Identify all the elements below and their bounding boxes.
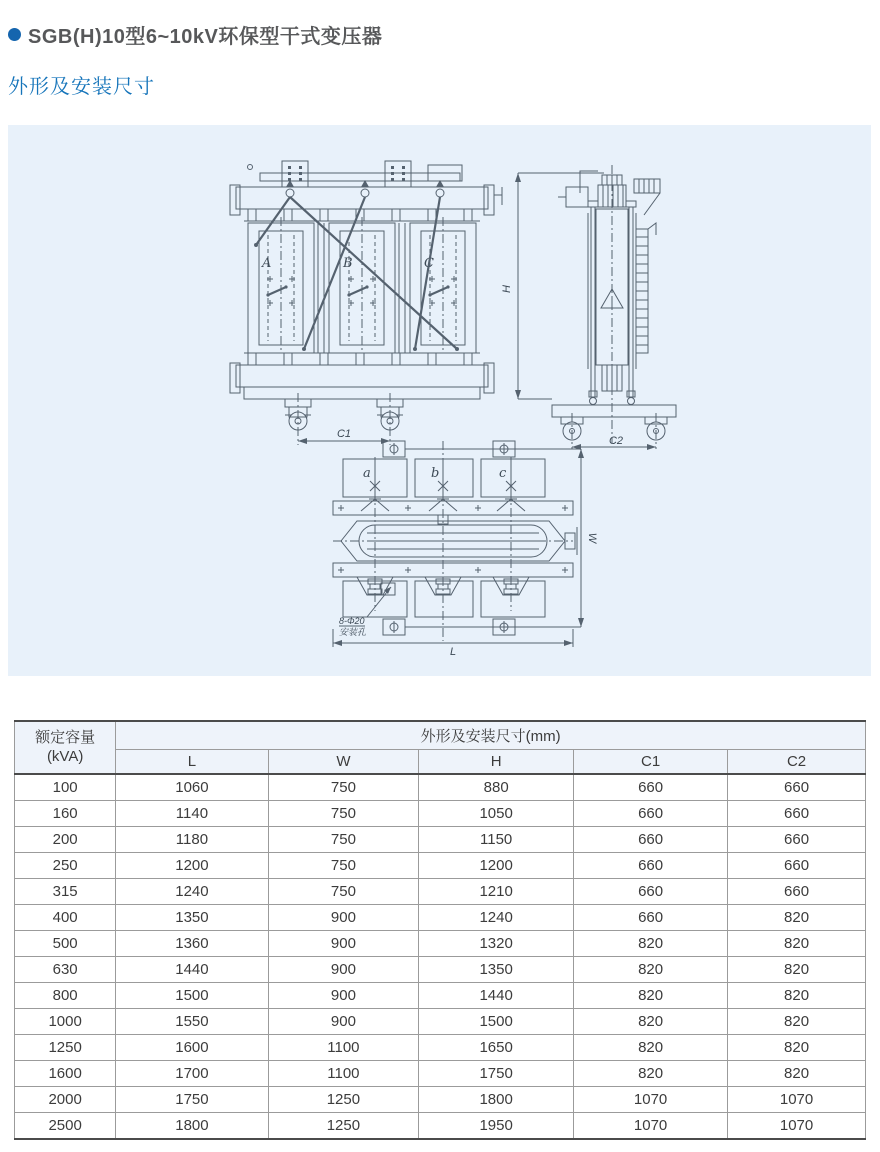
dimension-cell: 1750 [116,1087,268,1113]
table-row [15,1113,866,1140]
table-row [15,879,866,905]
dim-c1-label: C1 [336,428,352,440]
note-line2: 安装孔 [339,627,367,637]
table-header-row-2 [15,750,866,775]
dimension-cell: 820 [574,1035,728,1061]
capacity-cell: 400 [15,905,116,931]
top-phase-c-label: c [499,466,507,481]
dimension-cell: 1070 [728,1087,866,1113]
dimension-cell: 1750 [419,1061,574,1087]
capacity-cell: 1250 [15,1035,116,1061]
dimension-cell: 900 [268,983,419,1009]
dimension-cell: 880 [419,774,574,801]
dimension-cell: 1250 [268,1113,419,1140]
dimension-cell: 1100 [268,1035,419,1061]
drawing-panel [8,125,871,676]
bushing-a [361,457,389,611]
capacity-cell: 160 [15,801,116,827]
dimension-cell: 750 [268,801,419,827]
dimension-cell: 1360 [116,931,268,957]
transformer-drawings [8,125,871,676]
table-row [15,983,866,1009]
dimension-cell: 750 [268,879,419,905]
dimension-cell: 900 [268,957,419,983]
dimension-cell: 820 [728,1061,866,1087]
mounting-tabs [383,441,515,635]
coil-c [410,217,476,353]
dimension-cell: 750 [268,853,419,879]
dimension-cell: 820 [574,1061,728,1087]
dimension-cell: 1150 [419,827,574,853]
dimension-cell: 820 [728,1009,866,1035]
dimension-cell: 1100 [268,1061,419,1087]
dimension-cell: 1800 [419,1087,574,1113]
capacity-cell: 1000 [15,1009,116,1035]
dimension-cell: 660 [574,879,728,905]
table-row [15,931,866,957]
capacity-cell: 2000 [15,1087,116,1113]
dimension-cell: 1070 [574,1087,728,1113]
dimension-cell: 820 [728,957,866,983]
dimension-cell: 820 [728,1035,866,1061]
capacity-header-line2: (kVA) [46,747,84,765]
dimension-cell: 1500 [116,983,268,1009]
dimension-cell: 820 [574,983,728,1009]
dimension-cell: 1200 [419,853,574,879]
table-row [15,774,866,801]
top-phase-a-label: a [363,466,371,481]
dimension-cell: 820 [728,931,866,957]
capacity-cell: 800 [15,983,116,1009]
dimension-cell: 1800 [116,1113,268,1140]
capacity-cell: 500 [15,931,116,957]
dimension-cell: 660 [574,905,728,931]
side-wheel-right [645,413,667,449]
page-title-row [8,20,880,49]
front-wheel-left [285,393,311,445]
dimension-cell: 820 [574,1009,728,1035]
dimension-cell: 1140 [116,801,268,827]
bushing-c [497,457,525,611]
dimension-cell: 1500 [419,1009,574,1035]
dimension-cell: 1550 [116,1009,268,1035]
dimension-cell: 660 [728,774,866,801]
dimension-cell: 1950 [419,1113,574,1140]
dimension-cell: 1240 [419,905,574,931]
dimension-cell: 820 [574,957,728,983]
dimension-cell: 900 [268,1009,419,1035]
dimension-cell: 660 [728,827,866,853]
dimension-cell: 750 [268,774,419,801]
col-header-l: L [116,750,268,775]
dimension-cell: 900 [268,931,419,957]
dimension-cell: 1650 [419,1035,574,1061]
dimension-cell: 1250 [268,1087,419,1113]
front-phase-b-label: B [343,256,353,271]
dim-w-label: W [586,532,598,544]
front-phase-a-label: A [262,256,272,271]
top-phase-b-label: b [431,466,440,481]
front-phase-c-label: C [424,256,434,271]
capacity-cell: 1600 [15,1061,116,1087]
mounting-hole-note [339,583,395,637]
dimension-cell: 1200 [116,853,268,879]
dimension-cell: 1350 [419,957,574,983]
dimension-cell: 1600 [116,1035,268,1061]
table-body [15,774,866,1139]
dimension-cell: 1070 [728,1113,866,1140]
capacity-cell: 2500 [15,1113,116,1140]
dimension-cell: 660 [728,879,866,905]
side-view-drawing [501,165,676,450]
dim-l-label: L [449,646,457,658]
table-row [15,1009,866,1035]
dimension-cell: 820 [574,931,728,957]
capacity-cell: 315 [15,879,116,905]
dimension-cell: 1440 [116,957,268,983]
dimension-cell: 1700 [116,1061,268,1087]
table-header-row-1 [15,721,866,750]
table-row [15,853,866,879]
dimension-cell: 820 [728,983,866,1009]
dimension-cell: 1180 [116,827,268,853]
dimension-cell: 750 [268,827,419,853]
capacity-header [15,721,116,774]
dimension-cell: 1350 [116,905,268,931]
dimension-cell: 1320 [419,931,574,957]
table-row [15,957,866,983]
capacity-header-line1: 额定容量 [35,728,96,746]
dimension-cell: 660 [574,774,728,801]
col-header-c2: C2 [728,750,866,775]
dimensions-table-wrap [14,720,866,1140]
col-header-w: W [268,750,419,775]
dimension-cell: 660 [574,827,728,853]
note-line1: 8-Φ20 [339,616,365,626]
group-header: 外形及安装尺寸(mm) [116,721,866,750]
dimension-cell: 900 [268,905,419,931]
dimension-cell: 1440 [419,983,574,1009]
dimension-cell: 660 [728,853,866,879]
table-row [15,1087,866,1113]
table-row [15,1061,866,1087]
dimension-cell: 660 [728,801,866,827]
capacity-cell: 630 [15,957,116,983]
bullet-icon [8,28,21,41]
capacity-cell: 200 [15,827,116,853]
dimension-cell: 660 [574,801,728,827]
dimension-cell: 1240 [116,879,268,905]
table-row [15,1035,866,1061]
dimension-cell: 1050 [419,801,574,827]
dimension-cell: 1210 [419,879,574,905]
front-wheel-right [377,393,403,445]
dimension-c1 [298,428,390,444]
dimension-l [333,629,573,658]
section-subtitle: 外形及安装尺寸 [8,76,155,98]
dim-h-label: H [501,285,513,293]
dimensions-table [14,720,866,1140]
page-title: SGB(H)10型6~10kV环保型干式变压器 [28,26,383,48]
coil-a [248,217,314,353]
top-view-drawing [333,441,598,658]
col-header-h: H [419,750,574,775]
table-row [15,801,866,827]
dimension-cell: 1060 [116,774,268,801]
table-row [15,827,866,853]
col-header-c1: C1 [574,750,728,775]
side-wheel-left [561,413,583,449]
dimension-c2 [572,435,656,450]
capacity-cell: 100 [15,774,116,801]
front-view-drawing [230,161,502,445]
dim-c2-label: C2 [608,435,624,447]
table-row [15,905,866,931]
dimension-cell: 1070 [574,1113,728,1140]
capacity-cell: 250 [15,853,116,879]
dimension-cell: 820 [728,905,866,931]
dimension-cell: 660 [574,853,728,879]
